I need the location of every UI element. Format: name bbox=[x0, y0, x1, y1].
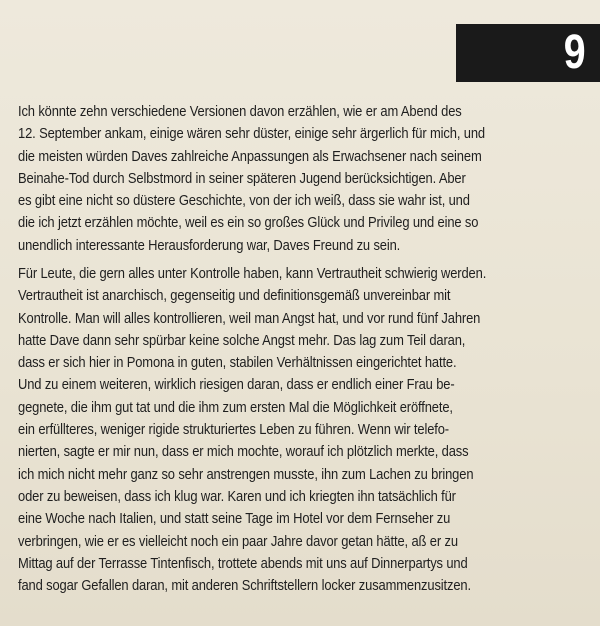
text-line: Ich könnte zehn verschiedene Versionen davon erzählen, wie er am Abend des bbox=[18, 104, 462, 120]
text-line: dass er sich hier in Pomona in guten, stabilen Verhältnissen eingerichtet hatte. bbox=[18, 355, 457, 372]
page-number-box bbox=[456, 24, 600, 82]
text-line: fand sogar Gefallen daran, mit anderen Schriftstellern locker zusammenzusitzen. bbox=[18, 578, 471, 595]
text-line: 12. September ankam, einige wären sehr düster, einige sehr ärgerlich für mich, und bbox=[18, 126, 485, 143]
text-line: ein erfüllteres, weniger rigide strukturiertes Leben zu führen. Wenn wir telefo- bbox=[18, 422, 449, 439]
text-line: die meisten würden Daves zahlreiche Anpassungen als Erwachsener nach seinem bbox=[18, 148, 482, 165]
text-line: verbringen, wie er es vielleicht noch ein paar Jahre davor getan hätte, aß er zu bbox=[18, 533, 458, 550]
text-line: gegnete, die ihm gut tat und die ihm zum ersten Mal die Möglichkeit eröffnete, bbox=[18, 399, 453, 416]
text-line: Vertrautheit ist anarchisch, gegenseitig und definitionsgemäß unvereinbar mit bbox=[18, 288, 451, 305]
text-line: Für Leute, die gern alles unter Kontrolle haben, kann Vertrautheit schwierig werden. bbox=[18, 266, 487, 282]
text-line: unendlich interessante Herausforderung war, Daves Freund zu sein. bbox=[18, 237, 401, 254]
text-line: Kontrolle. Man will alles kontrollieren, weil man Angst hat, und vor rund fünf Jahren bbox=[18, 310, 481, 327]
text-line: es gibt eine nicht so düstere Geschichte, von der ich weiß, dass sie wahr ist, und bbox=[18, 193, 470, 210]
text-line: oder zu beweisen, dass ich klug war. Karen und ich kriegten ihn tatsächlich für bbox=[18, 488, 456, 505]
text-line: Und zu einem weiteren, wirklich riesigen daran, dass er endlich einer Frau be- bbox=[18, 377, 455, 394]
text-line: eine Woche nach Italien, und statt seine Tage im Hotel vor dem Fernseher zu bbox=[18, 511, 451, 528]
text-line: ich mich nicht mehr ganz so sehr anstrengen musste, ihn zum Lachen zu bringen bbox=[18, 466, 474, 483]
paragraph-1 bbox=[18, 101, 578, 257]
text-line: nierten, sagte er mir nun, dass er mich mochte, worauf ich plötzlich merkte, dass bbox=[18, 444, 469, 461]
text-line: Beinahe-Tod durch Selbstmord in seiner späteren Jugend berücksichtigen. Aber bbox=[18, 170, 466, 187]
paragraph-2 bbox=[18, 263, 578, 597]
text-line: Mittag auf der Terrasse Tintenfisch, trottete abends mit uns auf Dinnerpartys und bbox=[18, 555, 468, 572]
page-number: 9 bbox=[564, 26, 586, 79]
text-line: die ich jetzt erzählen möchte, weil es ein so großes Glück und Privileg und eine so bbox=[18, 215, 479, 232]
text-line: hatte Dave dann sehr spürbar keine solche Angst mehr. Das lag zum Teil daran, bbox=[18, 332, 466, 349]
